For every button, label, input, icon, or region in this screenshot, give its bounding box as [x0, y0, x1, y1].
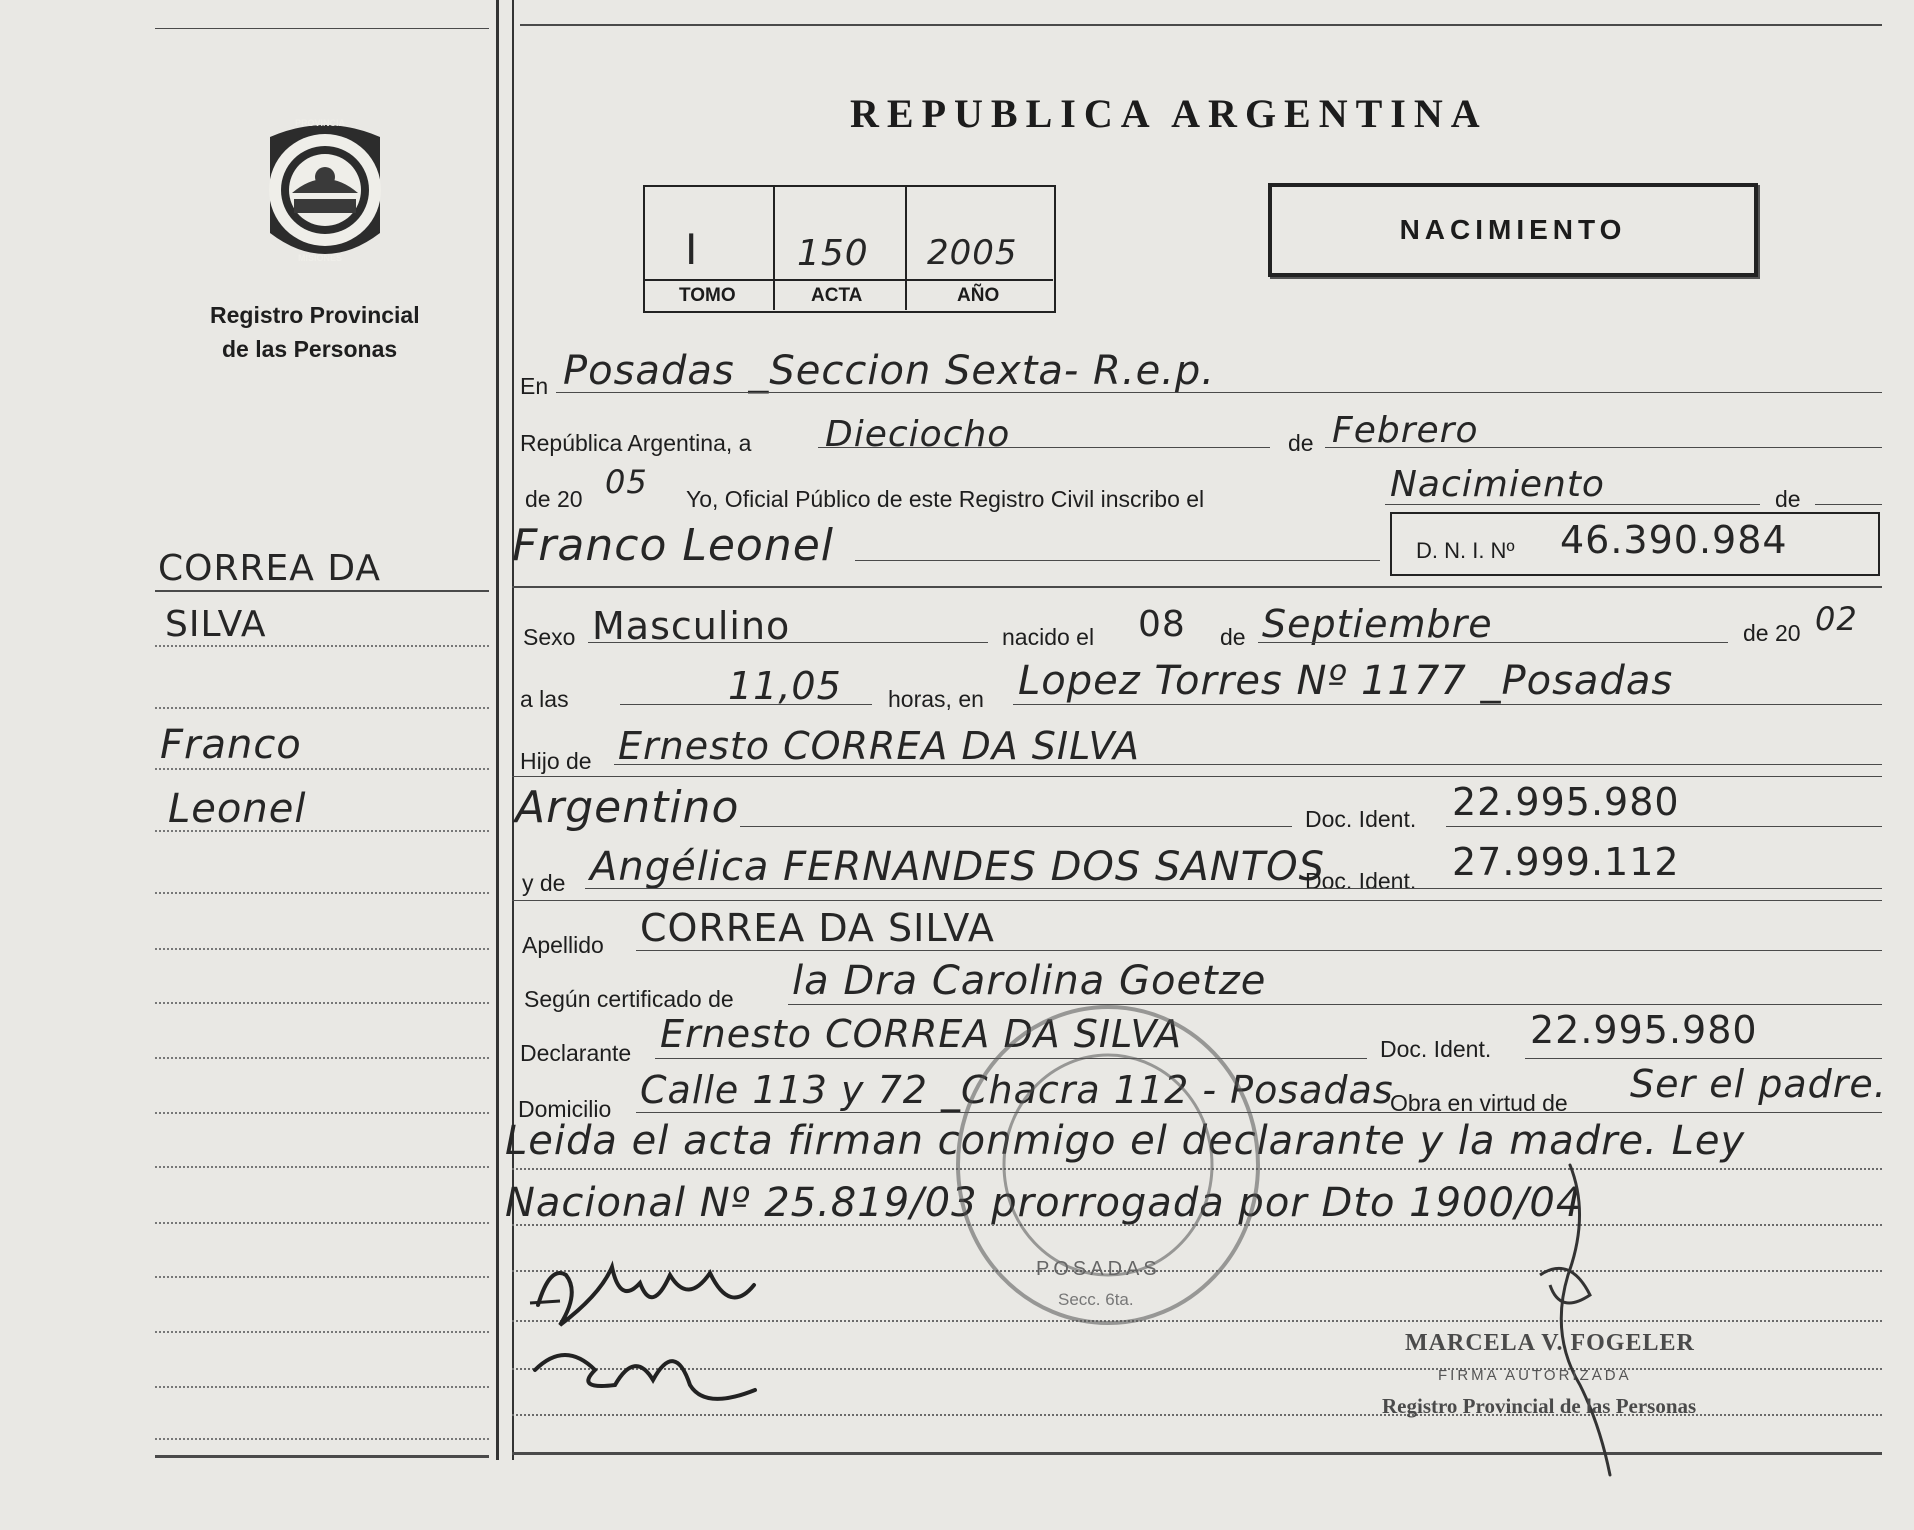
label-sexo: Sexo [523, 624, 576, 650]
rule-row7 [614, 764, 1882, 765]
value-sexo: Masculino [592, 604, 791, 648]
value-note-line1: Leida el acta firman conmigo el declarante y la madre. Ley [505, 1118, 1746, 1164]
label-dni: D. N. I. Nº [1416, 538, 1515, 563]
mother-signature [525, 1330, 765, 1420]
seal-section: Secc. 6ta. [1058, 1290, 1134, 1309]
rule-row9 [585, 888, 1882, 889]
stub-dots-13 [155, 1276, 489, 1278]
rule-row4-full [512, 586, 1882, 588]
stub-top-rule [155, 28, 489, 29]
label-declarante: Declarante [520, 1040, 632, 1066]
label-doc-ident-3: Doc. Ident. [1380, 1036, 1492, 1062]
value-certificate: la Dra Carolina Goetze [792, 958, 1267, 1004]
value-apellido: CORREA DA SILVA [640, 906, 995, 950]
value-note-line2: Nacional Nº 25.819/03 prorrogada por Dto 1900/04 [505, 1180, 1583, 1226]
label-yo-oficial: Yo, Oficial Público de este Registro Civil inscribo el [686, 486, 1205, 512]
label-horas-en: horas, en [888, 686, 984, 712]
rule-row12b [1525, 1058, 1882, 1059]
label-de-month: de [1288, 430, 1314, 456]
value-act-type: Nacimiento [1390, 464, 1605, 505]
stub-given-2: Leonel [168, 786, 307, 832]
rule-row2b [1325, 447, 1882, 448]
official-title: FIRMA AUTORIZADA [1438, 1367, 1632, 1384]
label-a-las: a las [520, 686, 569, 712]
stub-dots-14 [155, 1331, 489, 1333]
acta-label: ACTA [811, 285, 863, 306]
rule-row4 [855, 560, 1380, 561]
label-doc-ident-1: Doc. Ident. [1305, 806, 1417, 832]
acta-value: 150 [797, 233, 869, 274]
stub-separator [496, 0, 499, 1460]
value-place: Posadas _Seccion Sexta- R.e.p. [563, 348, 1215, 394]
label-de-end: de [1775, 486, 1801, 512]
value-birth-place: Lopez Torres Nº 1177 _Posadas [1018, 658, 1674, 704]
stub-rule-1 [155, 590, 489, 592]
value-day: Dieciocho [825, 414, 1011, 455]
value-birth-day: 08 [1138, 604, 1186, 645]
stub-dots-15 [155, 1386, 489, 1388]
stub-dots-3 [155, 707, 489, 709]
value-domicilio: Calle 113 y 72 _Chacra 112 - Posadas [640, 1068, 1394, 1112]
tomo-label: TOMO [679, 285, 736, 306]
record-number-box [643, 185, 1056, 313]
tomo-value: I [685, 225, 699, 274]
registry-name-line1: Registro Provincial [210, 302, 420, 328]
value-father-doc: 22.995.980 [1452, 780, 1680, 824]
label-en: En [520, 373, 549, 399]
provincial-emblem-icon [250, 115, 400, 275]
value-mother-doc: 27.999.112 [1452, 840, 1680, 884]
registry-name-line2: de las Personas [222, 336, 398, 362]
stub-dots-7 [155, 948, 489, 950]
value-month: Febrero [1332, 410, 1479, 451]
value-birth-year: 02 [1815, 600, 1858, 638]
label-republica: República Argentina, a [520, 430, 752, 456]
label-y-de: y de [522, 870, 566, 896]
main-bottom-rule [512, 1452, 1882, 1455]
label-doc-ident-2: Doc. Ident. [1305, 868, 1417, 894]
value-father: Ernesto CORREA DA SILVA [618, 724, 1140, 768]
rule-row10 [636, 950, 1882, 951]
seal-city: POSADAS [1036, 1258, 1161, 1280]
rule-row1 [556, 392, 1882, 393]
rule-row7-b [512, 776, 1882, 777]
official-org: Registro Provincial de las Personas [1382, 1394, 1697, 1418]
value-declarante-doc: 22.995.980 [1530, 1008, 1758, 1052]
rule-row8 [740, 826, 1292, 827]
stub-dots-4 [155, 768, 489, 770]
value-father-nationality: Argentino [515, 782, 740, 833]
main-top-rule [520, 24, 1882, 26]
value-obra: Ser el padre. [1630, 1062, 1887, 1106]
nacimiento-box [1268, 183, 1758, 277]
stub-separator-2 [512, 0, 514, 1460]
stub-surname-2: SILVA [165, 604, 267, 645]
label-nacido: nacido el [1002, 624, 1095, 650]
rule-row6b [1013, 704, 1882, 705]
emblem-text-top: PROVINCIA [295, 118, 346, 128]
rule-row8b [1446, 826, 1882, 827]
doc-type-title: NACIMIENTO [1399, 214, 1627, 245]
stub-given-1: Franco [160, 722, 302, 768]
value-year: 05 [605, 463, 648, 501]
stub-dots-2 [155, 645, 489, 647]
stub-dots-12 [155, 1222, 489, 1224]
label-de-bmonth: de [1220, 624, 1246, 650]
stub-dots-6 [155, 892, 489, 894]
value-birth-month: Septiembre [1262, 602, 1493, 646]
rule-row3 [1385, 504, 1760, 505]
label-apellido: Apellido [522, 932, 604, 958]
label-domicilio: Domicilio [518, 1096, 612, 1122]
label-de20-birth: de 20 [1743, 620, 1801, 646]
value-declarante: Ernesto CORREA DA SILVA [660, 1012, 1182, 1056]
emblem-text-bottom: MISIONES [298, 253, 343, 263]
label-hijo-de: Hijo de [520, 748, 592, 774]
dni-box [1390, 512, 1880, 576]
stub-dots-8 [155, 1002, 489, 1004]
stub-surname-1: CORREA DA [158, 548, 382, 589]
stub-dots-11 [155, 1166, 489, 1168]
label-de20: de 20 [525, 486, 583, 512]
stub-dots-16 [155, 1438, 489, 1440]
label-segun-certificado: Según certificado de [524, 986, 734, 1012]
value-mother: Angélica FERNANDES DOS SANTOS [590, 844, 1325, 890]
stub-bottom-rule [155, 1455, 489, 1458]
rule-row5b [1258, 642, 1728, 643]
ano-label: AÑO [957, 285, 1000, 306]
rule-row9-b [512, 900, 1882, 901]
stub-dots-9 [155, 1057, 489, 1059]
official-name: MARCELA V. FOGELER [1405, 1330, 1695, 1356]
stub-dots-10 [155, 1112, 489, 1114]
value-time: 11,05 [728, 664, 842, 708]
ano-value: 2005 [927, 233, 1018, 273]
rule-row2a [818, 447, 1270, 448]
value-dni: 46.390.984 [1560, 518, 1788, 562]
rule-row3b [1815, 504, 1882, 505]
value-child-name: Franco Leonel [512, 520, 835, 571]
official-signature [1510, 1155, 1640, 1485]
label-obra-en-virtud: Obra en virtud de [1390, 1090, 1568, 1116]
rule-row5a [588, 642, 988, 643]
country-title: REPUBLICA ARGENTINA [850, 91, 1488, 136]
